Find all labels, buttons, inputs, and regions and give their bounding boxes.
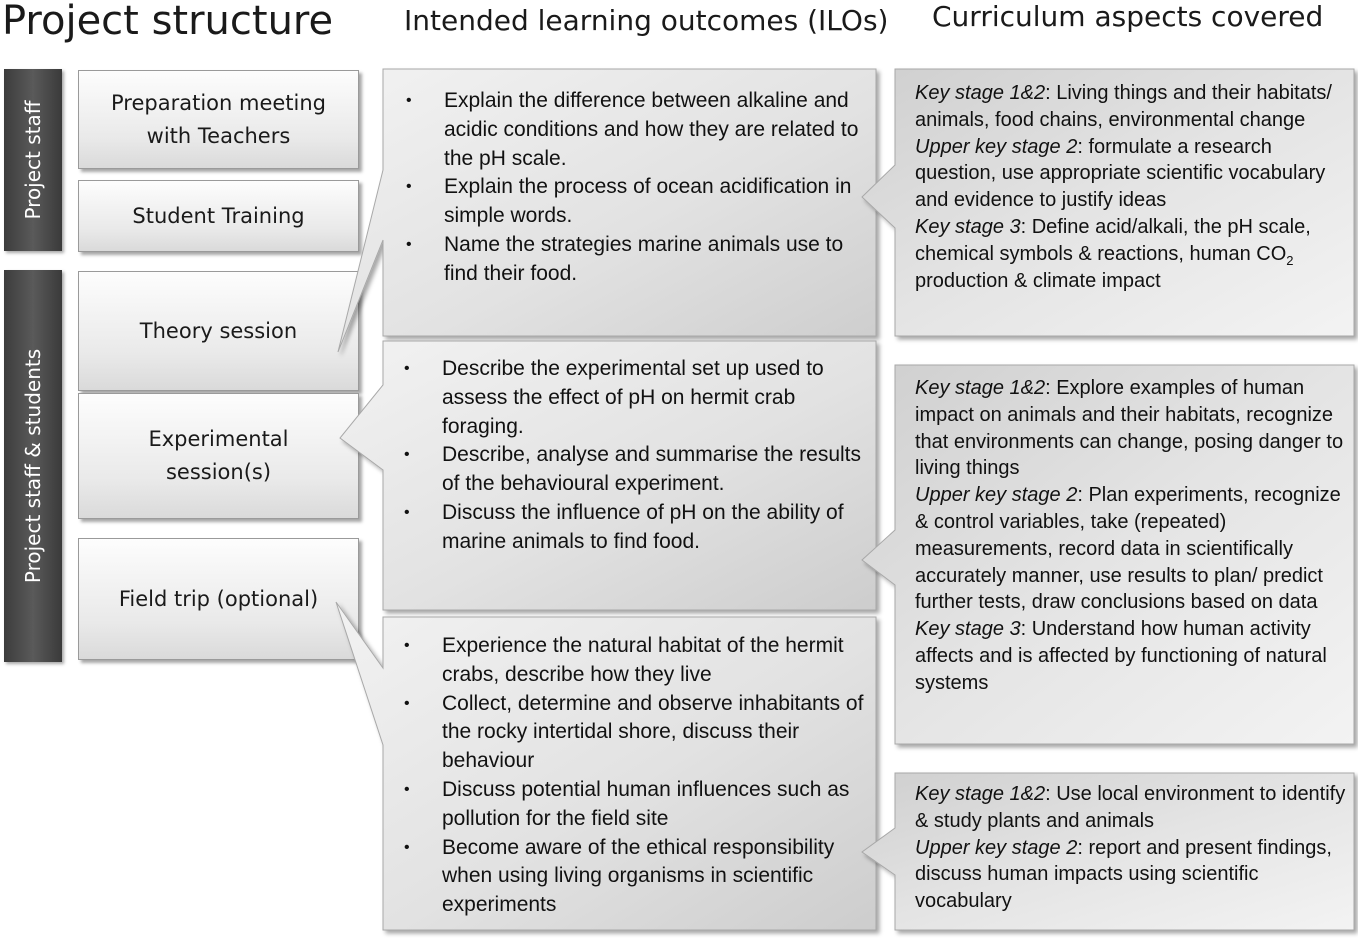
key-stage-text: : Use local environment to identify & study plants and animals — [915, 783, 1346, 832]
key-stage-text: : Define acid/alkali, the pH scale, chemical symbols & reactions, human CO — [915, 215, 1311, 265]
ilo-field-text — [384, 632, 870, 920]
key-stage-label: Key stage 3 — [915, 215, 1021, 238]
preparation-meeting-line2: with Teachers — [146, 123, 291, 148]
curriculum-theory-text — [915, 80, 1345, 294]
ilo-bullet: • Experience the natural habitat of the hermit crabs, describe how they live — [384, 632, 870, 690]
key-stage-text: : formulate a research question, use appropriate scientific vocabulary and evidence to justify ideas — [915, 135, 1326, 212]
key-stage-text: : Living things and their habitats/ animals, food chains, environmental change — [915, 82, 1332, 131]
key-stage-text: : Explore examples of human impact on animals and their habitats, recognize that environments can change, posing danger to living things — [915, 377, 1344, 480]
ilo-theory-text — [386, 87, 870, 289]
experimental-session-line2: session(s) — [165, 460, 272, 484]
key-stage-text: : Understand how human activity affects and is affected by functioning of natural systems — [915, 618, 1327, 694]
experimental-session-line1: Experimental — [148, 427, 289, 451]
project-structure-heading: Project structure — [2, 0, 334, 44]
ilo-bullet: • Explain the difference between alkaline and acidic conditions and how they are related to the pH scale. — [386, 87, 870, 173]
key-stage-text: production & climate impact — [915, 269, 1161, 292]
key-stage-label: Key stage 1&2 — [915, 377, 1046, 399]
student-training-label: Student Training — [132, 203, 305, 228]
field-trip-label: Field trip (optional) — [118, 586, 319, 611]
key-stage-label: Key stage 1&2 — [915, 783, 1046, 805]
co2-subscript: 2 — [1286, 252, 1294, 268]
project-staff-students-label: Project staff & students — [21, 348, 45, 584]
ilo-bullet: • Discuss potential human influences such as pollution for the field site — [384, 776, 870, 834]
ilo-bullet: • Describe the experimental set up used to assess the effect of pH on hermit crab foraging. — [384, 355, 870, 441]
ilo-bullet: • Become aware of the ethical responsibility when using living organisms in scientific experiments — [384, 834, 870, 920]
key-stage-label: Upper key stage 2 — [915, 484, 1078, 507]
preparation-meeting-line1: Preparation meeting — [111, 90, 326, 115]
ilo-bullet: • Collect, determine and observe inhabitants of the rocky intertidal shore, discuss their behaviour — [384, 690, 870, 776]
ilo-experimental-text — [384, 355, 870, 557]
ilos-heading: Intended learning outcomes (ILOs) — [404, 4, 889, 37]
ilo-bullet: • Name the strategies marine animals use to find their food. — [386, 231, 870, 289]
curriculum-heading: Curriculum aspects covered — [932, 0, 1324, 33]
key-stage-label: Key stage 1&2 — [915, 82, 1046, 104]
theory-session-label: Theory session — [139, 318, 298, 343]
key-stage-text: : report and present findings, discuss human impacts using scientific vocabulary — [915, 836, 1332, 913]
curriculum-experimental-text — [915, 375, 1347, 697]
key-stage-text: : Plan experiments, recognize & control variables, take (repeated) measurements, record data in scientifically accurately manner, use results to plan/ predict further tests, draw conclusions based on data — [915, 484, 1341, 614]
key-stage-label: Upper key stage 2 — [915, 836, 1078, 859]
ilo-bullet: • Explain the process of ocean acidification in simple words. — [386, 173, 870, 231]
key-stage-label: Upper key stage 2 — [915, 135, 1078, 158]
ilo-bullet: • Discuss the influence of pH on the ability of marine animals to find food. — [384, 499, 870, 557]
project-staff-label: Project staff — [21, 100, 45, 220]
curriculum-field-text — [915, 781, 1347, 915]
ilo-bullet: • Describe, analyse and summarise the results of the behavioural experiment. — [384, 441, 870, 499]
key-stage-label: Key stage 3 — [915, 618, 1021, 641]
